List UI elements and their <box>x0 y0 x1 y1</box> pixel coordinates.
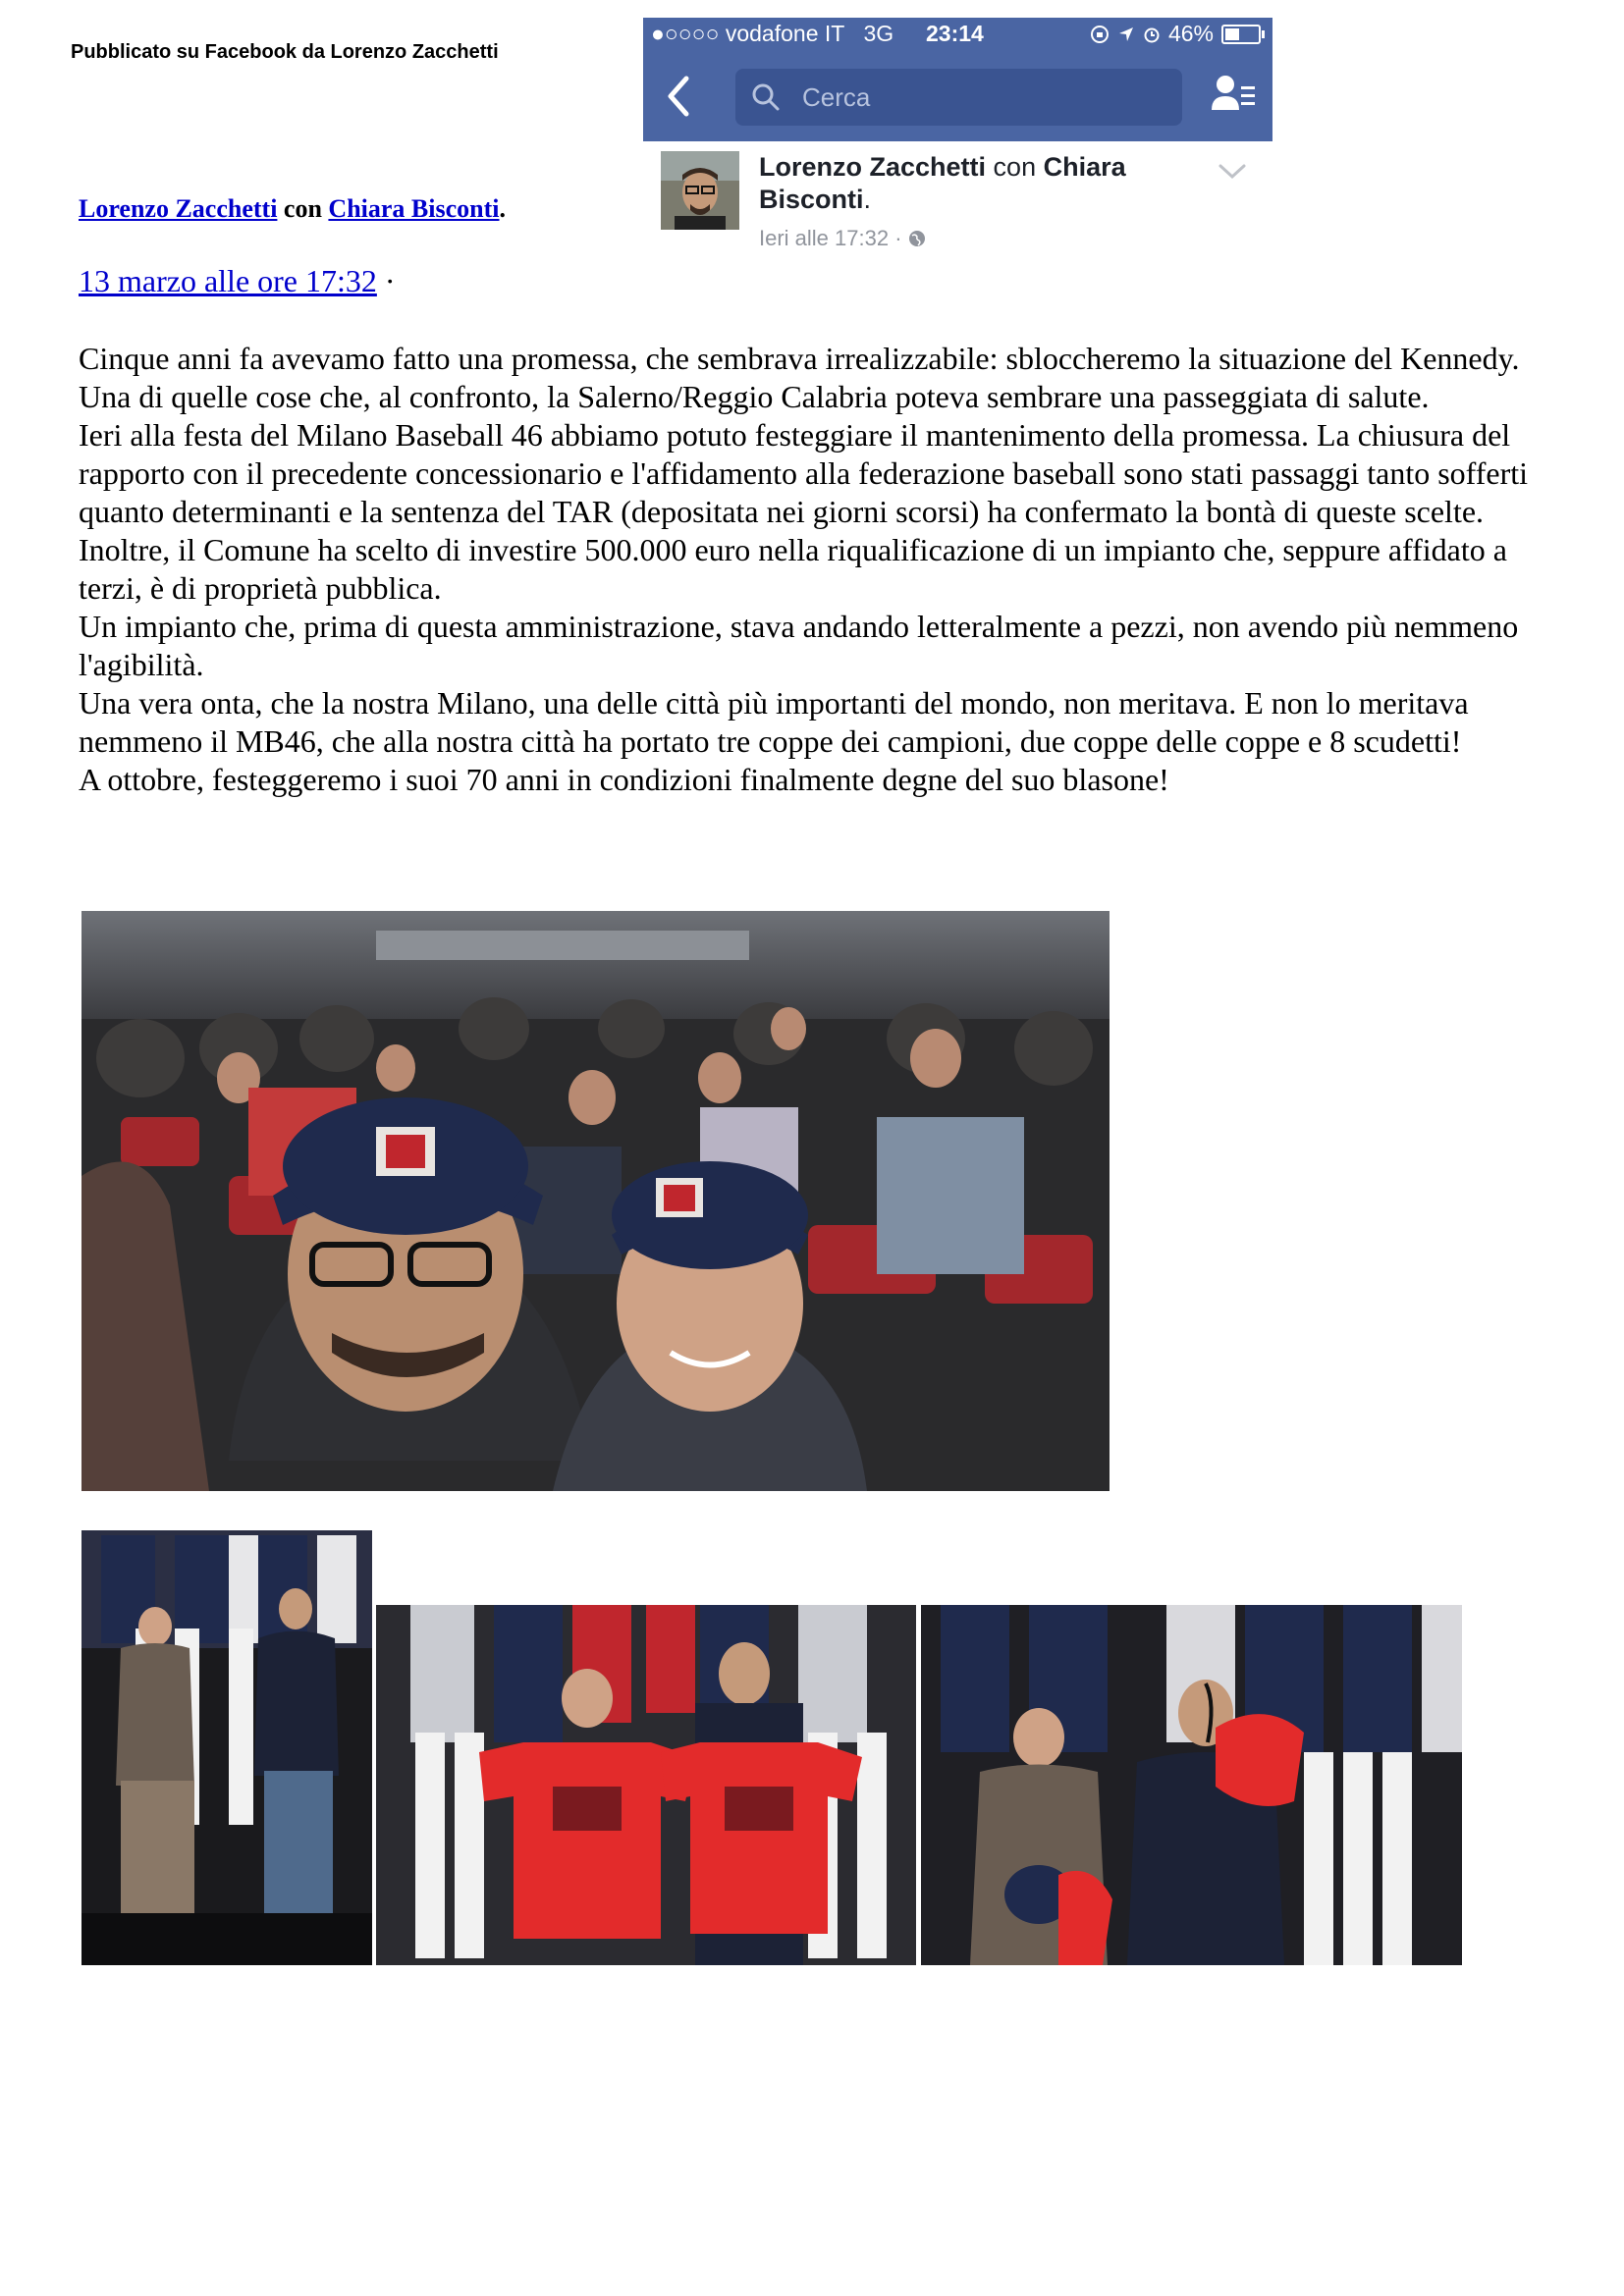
post-body <box>79 340 1571 799</box>
date-suffix: · <box>376 263 396 298</box>
status-bar <box>643 18 1272 51</box>
battery-icon <box>1221 25 1261 44</box>
mobile-post-time[interactable] <box>759 226 926 251</box>
mobile-post-title <box>759 151 1191 216</box>
stage-photo-speakers[interactable] <box>81 1530 372 1965</box>
post-paragraph: Una vera onta, che la nostra Milano, una delle città più importanti del mondo, non meritava. E non lo meritava nemmeno il MB46, che alla nostra città ha portato tre coppe dei campioni, due coppe delle coppe e 8 scudetti! <box>79 685 1469 759</box>
clock-label: 23:14 <box>926 21 984 46</box>
tagged-suffix: . <box>499 194 506 223</box>
post-date-line <box>79 263 396 299</box>
with-word: con <box>283 194 322 223</box>
chevron-down-icon[interactable] <box>1218 163 1247 181</box>
post-paragraph: Cinque anni fa avevamo fatto una promessa, che sembrava irrealizzabile: sbloccheremo la situazione del Kennedy. <box>79 341 1520 376</box>
location-icon <box>1117 26 1135 43</box>
mobile-with-word: con <box>993 152 1037 182</box>
rotation-lock-icon <box>1090 25 1110 44</box>
battery-percent: 46% <box>1167 21 1214 46</box>
alarm-icon <box>1143 26 1161 43</box>
avatar[interactable] <box>661 151 739 230</box>
stage-photo-red-shirts[interactable] <box>376 1605 916 1965</box>
search-box[interactable] <box>735 69 1182 126</box>
mobile-post-time-label: Ieri alle 17:32 · <box>759 226 902 250</box>
post-paragraph: Un impianto che, prima di questa amministrazione, stava andando letteralmente a pezzi, non avendo più nemmeno l'agibilità. <box>79 609 1519 682</box>
mobile-author-name[interactable]: Lorenzo Zacchetti <box>759 152 987 182</box>
selfie-photo[interactable] <box>81 911 1110 1491</box>
facebook-top-bar <box>643 18 1272 141</box>
date-link[interactable]: 13 marzo alle ore 17:32 <box>79 263 377 298</box>
post-paragraph: A ottobre, festeggeremo i suoi 70 anni in condizioni finalmente degne del suo blasone! <box>79 762 1169 797</box>
network-label: 3G <box>863 21 894 46</box>
document-header-label: Pubblicato su Facebook da Lorenzo Zacchetti <box>71 41 499 63</box>
author-link[interactable]: Lorenzo Zacchetti <box>79 194 278 223</box>
search-input[interactable] <box>800 77 1167 118</box>
phone-screenshot <box>643 18 1272 253</box>
post-paragraph: Una di quelle cose che, al confronto, la Salerno/Reggio Calabria poteva sembrare una passeggiata di salute. <box>79 379 1430 414</box>
carrier-label: ●○○○○ vodafone IT <box>651 21 845 46</box>
search-icon <box>751 82 781 112</box>
globe-icon <box>908 230 926 247</box>
stage-photo-microphone[interactable] <box>921 1605 1462 1965</box>
mobile-tagged-name[interactable]: Chiara Bisconti <box>759 152 1126 214</box>
mobile-post-header <box>643 141 1272 253</box>
friend-requests-icon[interactable] <box>1210 73 1259 116</box>
back-arrow-icon[interactable] <box>665 75 690 118</box>
post-paragraph: Ieri alla festa del Milano Baseball 46 abbiamo potuto festeggiare il mantenimento della promessa. La chiusura del rapporto con il precedente concessionario e l'affidamento alla federazione baseball sono stati passaggi tanto sofferti quanto determinanti e la sentenza del TAR (depositata nei giorni scorsi) ha confermato la bontà di queste scelte. Inoltre, il Comune ha scelto di investire 500.000 euro nella riqualificazione di un impianto che, seppure affidato a terzi, è di proprietà pubblica. <box>79 417 1529 606</box>
tagged-link[interactable]: Chiara Bisconti <box>328 194 500 223</box>
post-author-line <box>79 194 506 224</box>
mobile-tagged-suffix: . <box>863 185 872 214</box>
